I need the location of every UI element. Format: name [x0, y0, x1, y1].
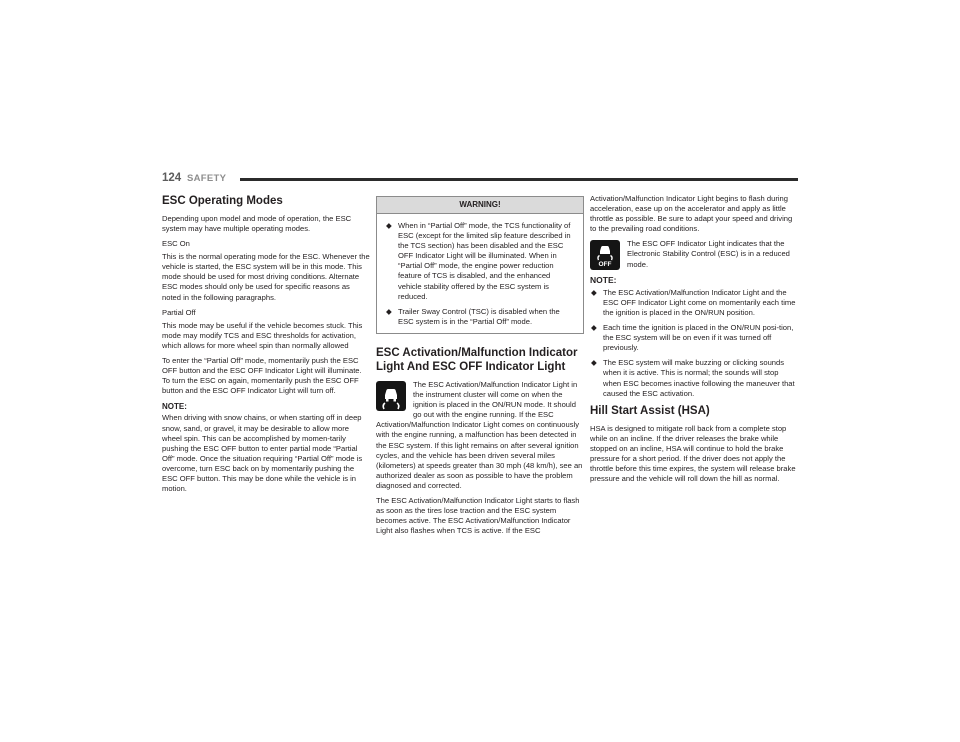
note-text: When driving with snow chains, or when starting off in deep snow, sand, or gravel, it may be desirable to allow more wheel spin. This can be accomplished by momen-tarily pushing the ESC OFF button to enter partial mode “Partial Off” mode. Once the situation requiring “Partial Off” mode is overcome, turn ESC back on by momentarily pushing the ESC OFF button. This may be done while the vehicle is in motion. [162, 413, 363, 494]
esc-indicator-block [376, 380, 584, 496]
esc-continued-text: Activation/Malfunction Indicator Light begins to flash during acceleration, ease up on the accelerator and apply as little throttle as possible. Be sure to adapt your speed and driving to the prevailing road conditions. [590, 194, 793, 234]
esc-skid-icon [376, 381, 406, 411]
hsa-title: Hill Start Assist (HSA) [590, 404, 710, 417]
esc-on-heading: ESC On [162, 239, 190, 249]
warning-box [376, 196, 584, 334]
partial-off-heading: Partial Off [162, 307, 196, 317]
note-item: ◆ The ESC system will make buzzing or clicking sounds when it is active. This is normal; the sounds will stop when ESC becomes inactive following the maneuver that caused the ESC activation. [590, 358, 798, 398]
esc-indicator-title: ESC Activation/Malfunction Indicator Light And ESC OFF Indicator Light [376, 346, 578, 373]
page-number: 124 [162, 172, 182, 184]
section-title: SAFETY [187, 173, 227, 184]
partial-off-text: This mode may be useful if the vehicle becomes stuck. This mode may modify TCS and ESC thresholds for activation, which allows for more wheel spin than normally allowed [162, 320, 363, 350]
note-label: NOTE: [590, 274, 617, 285]
esc-off-text: The ESC OFF Indicator Light indicates that the Electronic Stability Control (ESC) is in a reduced mode. [627, 239, 790, 269]
esc-off-icon [590, 240, 620, 270]
esc-off-block [590, 239, 798, 274]
header-rule [240, 178, 798, 181]
esc-on-text: This is the normal operating mode for the ESC. Whenever the vehicle is started, the ESC system will be in this mode. This mode should be used for most driving conditions. Alternate ESC modes should only be used for specific reasons as noted in the following paragraphs. [162, 252, 370, 302]
hsa-text: HSA is designed to mitigate roll back from a complete stop while on an incline. If the driver releases the brake while stopped on an incline, HSA will continue to hold the brake pressure for a short period. If the driver does not apply the throttle before this time expires, the system will release brake pressure and the vehicle will roll down the hill as normal. [590, 423, 796, 484]
esc-modes-title: ESC Operating Modes [162, 195, 283, 207]
column-1 [162, 194, 370, 499]
warning-list [385, 221, 575, 327]
esc-modes-intro: Depending upon model and mode of operation, the ESC system may have multiple operating modes. [162, 214, 352, 234]
esc-off-icon-label: OFF [598, 261, 612, 269]
page-header [162, 172, 798, 186]
note-item: ◆ The ESC Activation/Malfunction Indicator Light and the ESC OFF Indicator Light come on momentarily each time the ignition is placed in the ON/RUN position. [590, 288, 798, 318]
esc-indicator-para-2: The ESC Activation/Malfunction Indicator Light starts to flash as soon as the tires lose traction and the ESC system becomes active. The ESC Activation/Malfunction Indicator Light also flashes when TCS is active. If the ESC [376, 495, 580, 536]
partial-off-text-2: To enter the “Partial Off” mode, momentarily push the ESC OFF button and the ESC OFF Indicator Light will illuminate. To turn the ESC on again, momentarily push the ESC OFF button and the ESC OFF Indicator Light will turn off. [162, 355, 362, 396]
column-2 [376, 194, 584, 541]
note-item: ◆ Each time the ignition is placed in the ON/RUN posi-tion, the ESC system will be on even if it was turned off previously. [590, 323, 798, 353]
warning-title: WARNING! [377, 197, 583, 214]
warning-item: ◆ When in “Partial Off” mode, the TCS functionality of ESC (except for the limited slip feature described in the TCS section) has been disabled and the ESC OFF Indicator Light will be illuminated. When in “Partial Off” mode, the engine power reduction feature of TCS is disabled, and the enhanced vehicle stability offered by the ESC system is reduced. [385, 221, 575, 302]
warning-item: ◆ Trailer Sway Control (TSC) is disabled when the ESC system is in the “Partial Off” mode. [385, 307, 575, 327]
esc-indicator-para-1: The ESC Activation/Malfunction Indicator Light in the instrument cluster will come on when the ignition is placed in the ON/RUN mode. It should go out with the engine running. If the ESC Activation/Malfunction Indicator Light comes on continuously with the engine running, a malfunction has been detected in the ESC system. If this light remains on after several ignition cycles, and the vehicle has been driven several miles (kilometers) at speeds greater than 30 mph (48 km/h), see an authorized dealer as soon as possible to have the problem diagnosed and corrected. [376, 379, 583, 490]
column-3 [590, 194, 798, 489]
note-list [590, 288, 798, 399]
note-label: NOTE: [162, 402, 187, 412]
